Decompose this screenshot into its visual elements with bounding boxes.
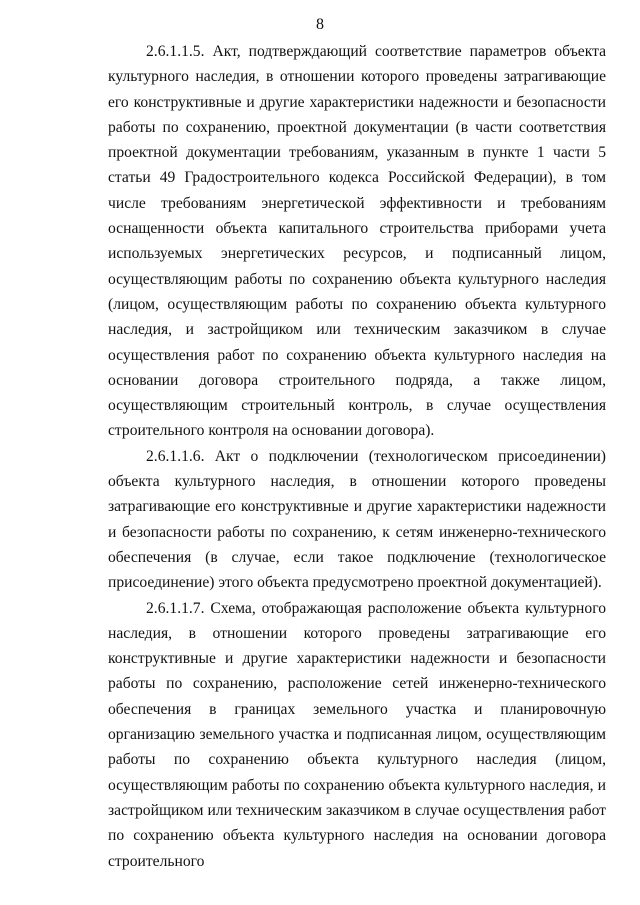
paragraph-2-6-1-1-5: 2.6.1.1.5. Акт, подтверждающий соответствие параметров объекта культурного наследия, в отношении которого проведены затрагивающие его конструктивные и другие характеристики надежности и безопасности работы по сохранению, проектной документации (в части соответствия проектной документации требованиям, указанным в пункте 1 части 5 статьи 49 Градостроительного кодекса Российской Федерации), в том числе требованиям энергетической эффективности и требованиям оснащенности объекта капитального строительства приборами учета используемых энергетических ресурсов, и подписанный лицом, осуществляющим работы по сохранению объекта культурного наследия (лицом, осуществляющим работы по сохранению объекта культурного наследия, и застройщиком или техническим заказчиком в случае осуществления работ по сохранению объекта культурного наследия на основании договора строительного подряда, а также лицом, осуществляющим строительный контроль, в случае осуществления строительного контроля на основании договора). [108,43,606,440]
paragraph-2-6-1-1-6: 2.6.1.1.6. Акт о подключении (технологическом присоединении) объекта культурного наследия, в отношении которого проведены затрагивающие его конструктивные и другие характеристики надежности и безопасности работы по сохранению, к сетям инженерно-технического обеспечения (в случае, если такое подключение (технологическое присоединение) этого объекта предусмотрено проектной документацией). [108,447,606,592]
document-body [108,39,606,874]
page-number: 8 [316,16,324,33]
paragraph-2-6-1-1-7: 2.6.1.1.7. Схема, отображающая расположение объекта культурного наследия, в отношении которого проведены затрагивающие его конструктивные и другие характеристики надежности и безопасности работы по сохранению, расположение сетей инженерно-технического обеспечения в границах земельного участка и планировочную организацию земельного участка и подписанная лицом, осуществляющим работы по сохранению объекта культурного наследия (лицом, осуществляющим работы по сохранению объекта культурного наследия, и застройщиком или техническим заказчиком в случае осуществления работ по сохранению объекта культурного наследия на основании договора строительного [108,599,606,870]
